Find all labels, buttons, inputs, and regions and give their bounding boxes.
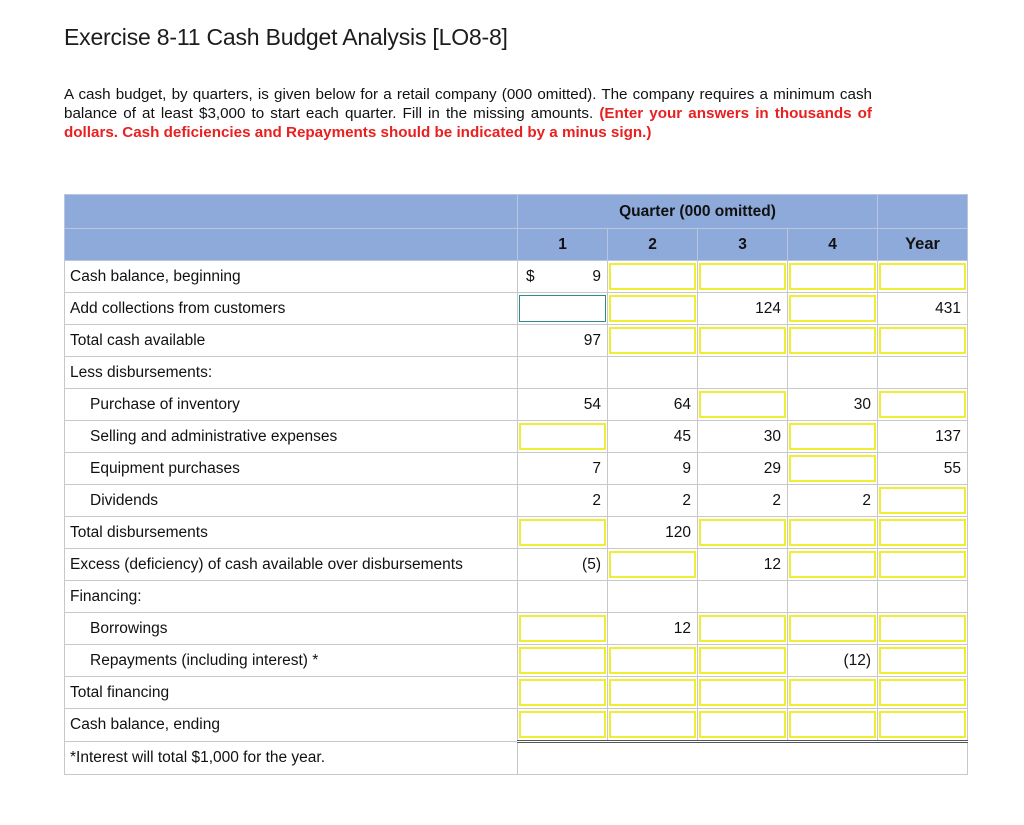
header-blank [65,195,518,229]
table-header-group-row [65,195,968,229]
answer-input-box[interactable] [789,551,876,578]
table-row [65,613,968,645]
value-equipment-purchases-year [878,453,968,485]
cell-content [788,549,877,580]
input-total-financing-year[interactable] [878,677,968,709]
cell-content [878,517,967,548]
answer-input-box[interactable] [609,263,696,290]
cell-content [608,613,697,644]
cell-content [698,261,787,292]
answer-input-box[interactable] [879,647,966,674]
input-equipment-purchases-q4[interactable] [788,453,878,485]
input-cash-balance-ending-q2[interactable] [608,709,698,742]
answer-input-box[interactable] [879,679,966,706]
header-blank-year [878,195,968,229]
answer-input-box[interactable] [789,455,876,482]
answer-input-box[interactable] [879,391,966,418]
cell-content [608,293,697,324]
table-row [65,581,968,613]
answer-input-box[interactable] [789,327,876,354]
answer-input-box[interactable] [879,551,966,578]
cell-content [788,581,877,612]
answer-input-box[interactable] [879,487,966,514]
cell-content [788,389,877,420]
row-label-interest-will-total-1-000-for-the-year: *Interest will total $1,000 for the year. [65,742,518,775]
input-cash-balance-beginning-q2[interactable] [608,261,698,293]
cell-content [608,677,697,708]
row-label-equipment-purchases: Equipment purchases [65,453,518,485]
cell-content [878,709,967,740]
value-less-disbursements-q2 [608,357,698,389]
table-row [65,325,968,357]
cell-content [698,453,787,484]
cell-content [788,293,877,324]
answer-input-box[interactable] [519,647,606,674]
value-less-disbursements-q4 [788,357,878,389]
answer-input-box[interactable] [609,327,696,354]
answer-input-box[interactable] [789,295,876,322]
cell-content [518,389,607,420]
input-total-cash-available-q2[interactable] [608,325,698,357]
input-total-cash-available-q3[interactable] [698,325,788,357]
cell-content [608,517,697,548]
column-header-q2: 2 [608,229,698,261]
answer-input-box[interactable] [789,679,876,706]
cell-content [608,261,697,292]
input-excess-deficiency-of-cash-available-over-q2[interactable] [608,549,698,581]
table-header-row [65,229,968,261]
instructions-note: (Enter your answers in thousands of dollars. Cash deficiencies and Repayments should be indicated by a minus sign.) [64,105,872,141]
input-cash-balance-ending-q4[interactable] [788,709,878,742]
answer-input-box[interactable] [699,647,786,674]
cell-content [518,613,607,644]
cell-content [698,421,787,452]
value-equipment-purchases-q3 [698,453,788,485]
input-total-financing-q1[interactable] [518,677,608,709]
column-header-year: Year [878,229,968,261]
value-dividends-q2 [608,485,698,517]
answer-input-box[interactable] [519,615,606,642]
input-add-collections-from-customers-q2[interactable] [608,293,698,325]
answer-input-box[interactable] [879,711,966,738]
input-repayments-including-interest-year[interactable] [878,645,968,677]
quarter-group-header: Quarter (000 omitted) [518,195,878,229]
input-total-financing-q4[interactable] [788,677,878,709]
value-selling-and-administrative-expenses-q2 [608,421,698,453]
row-label-less-disbursements: Less disbursements: [65,357,518,389]
cell-content [518,325,607,356]
column-header-q4: 4 [788,229,878,261]
answer-input-box[interactable] [699,327,786,354]
table-row [65,453,968,485]
input-dividends-year[interactable] [878,485,968,517]
table-row [65,421,968,453]
cell-value: 2 [682,491,691,509]
answer-input-box[interactable] [519,423,606,450]
cell-content [698,517,787,548]
value-selling-and-administrative-expenses-q3 [698,421,788,453]
cell-content [518,293,607,324]
table-row [65,709,968,742]
cell-value: 97 [583,331,601,349]
cell-content [698,581,787,612]
input-repayments-including-interest-q3[interactable] [698,645,788,677]
answer-input-box[interactable] [699,263,786,290]
cell-value: 29 [763,459,781,477]
cell-value: 30 [763,427,781,445]
row-label-purchase-of-inventory: Purchase of inventory [65,389,518,421]
instructions-paragraph [64,85,872,142]
answer-input-box[interactable] [699,391,786,418]
cell-value: 2 [772,491,781,509]
row-label-cash-balance-ending: Cash balance, ending [65,709,518,742]
cell-value: 54 [583,395,601,413]
cell-content [518,709,607,740]
row-label-repayments-including-interest: Repayments (including interest) * [65,645,518,677]
value-less-disbursements-q3 [698,357,788,389]
cell-content [878,421,967,452]
cell-value: 12 [673,619,691,637]
value-total-disbursements-q2 [608,517,698,549]
cell-content [518,421,607,452]
value-less-disbursements-year [878,357,968,389]
cell-content [518,261,607,292]
input-add-collections-from-customers-q4[interactable] [788,293,878,325]
cell-content [878,261,967,292]
cell-content [698,389,787,420]
cell-value: 9 [592,267,601,285]
cell-value: 431 [935,299,962,317]
cell-content [518,517,607,548]
value-dividends-q1 [518,485,608,517]
cell-content [608,421,697,452]
cell-content [878,613,967,644]
cell-content [608,325,697,356]
value-purchase-of-inventory-q4 [788,389,878,421]
instructions-text: A cash budget, by quarters, is given below for a retail company (000 omitted). The company requires a minimum cash balance of at least $3,000 to start each quarter. Fill in the missing amounts. [64,86,872,122]
cell-content [788,261,877,292]
cell-content [608,389,697,420]
value-equipment-purchases-q2 [608,453,698,485]
cell-content [788,421,877,452]
table-row [65,357,968,389]
cell-value: 45 [673,427,691,445]
cell-value: 12 [763,555,781,573]
value-excess-deficiency-of-cash-available-over-q1 [518,549,608,581]
input-purchase-of-inventory-q3[interactable] [698,389,788,421]
cell-content [788,709,877,740]
value-less-disbursements-q1 [518,357,608,389]
input-cash-balance-beginning-year[interactable] [878,261,968,293]
answer-input-box[interactable] [699,679,786,706]
input-total-financing-q3[interactable] [698,677,788,709]
cell-content [698,485,787,516]
answer-input-box[interactable] [609,295,696,322]
cell-value: 2 [592,491,601,509]
value-financing-q3 [698,581,788,613]
cell-content [698,709,787,740]
answer-input-box[interactable] [879,327,966,354]
cell-value: 64 [673,395,691,413]
cell-content [518,357,607,388]
row-label-total-disbursements: Total disbursements [65,517,518,549]
answer-input-box[interactable] [609,711,696,738]
table-row [65,389,968,421]
cell-content [608,485,697,516]
table-row [65,549,968,581]
cell-content [698,645,787,676]
cell-content [608,645,697,676]
input-cash-balance-beginning-q3[interactable] [698,261,788,293]
cell-content [698,677,787,708]
input-total-disbursements-q3[interactable] [698,517,788,549]
cell-content [878,549,967,580]
value-financing-q2 [608,581,698,613]
answer-input-box[interactable] [879,263,966,290]
cell-content [518,645,607,676]
input-purchase-of-inventory-year[interactable] [878,389,968,421]
row-label-excess-deficiency-of-cash-available-over: Excess (deficiency) of cash available over disbursements [65,549,518,581]
cell-content [788,613,877,644]
cell-content [788,357,877,388]
cell-content [788,485,877,516]
input-total-disbursements-q4[interactable] [788,517,878,549]
cell-content [608,357,697,388]
cell-content [878,485,967,516]
cell-content [788,645,877,676]
value-dividends-q3 [698,485,788,517]
cell-content [698,293,787,324]
table-row [65,742,968,775]
row-label-cash-balance-beginning: Cash balance, beginning [65,261,518,293]
value-financing-year [878,581,968,613]
answer-input-box[interactable] [699,519,786,546]
cell-value: 7 [592,459,601,477]
input-cash-balance-ending-q3[interactable] [698,709,788,742]
cell-content [698,357,787,388]
cell-content [878,325,967,356]
value-financing-q1 [518,581,608,613]
value-add-collections-from-customers-q3 [698,293,788,325]
value-purchase-of-inventory-q1 [518,389,608,421]
table-row [65,517,968,549]
input-excess-deficiency-of-cash-available-over-q4[interactable] [788,549,878,581]
input-total-financing-q2[interactable] [608,677,698,709]
cell-value: 30 [853,395,872,413]
row-label-add-collections-from-customers: Add collections from customers [65,293,518,325]
answer-input-box[interactable] [609,679,696,706]
cell-content [878,453,967,484]
cell-value: (5) [582,555,601,573]
value-purchase-of-inventory-q2 [608,389,698,421]
cell-content [878,293,967,324]
cell-content [698,613,787,644]
row-label-dividends: Dividends [65,485,518,517]
answer-input-box[interactable] [699,711,786,738]
value-repayments-including-interest-q4 [788,645,878,677]
cell-value: (12) [843,651,872,669]
answer-input-box[interactable] [789,263,876,290]
input-excess-deficiency-of-cash-available-over-year[interactable] [878,549,968,581]
input-repayments-including-interest-q2[interactable] [608,645,698,677]
table-row [65,485,968,517]
value-add-collections-from-customers-year [878,293,968,325]
input-repayments-including-interest-q1[interactable] [518,645,608,677]
input-selling-and-administrative-expenses-q4[interactable] [788,421,878,453]
answer-input-box[interactable] [519,519,606,546]
cell-content [698,325,787,356]
cell-content [878,357,967,388]
answer-input-box[interactable] [789,423,876,450]
answer-input-box[interactable] [609,647,696,674]
cell-content [608,453,697,484]
value-cash-balance-beginning-q1 [518,261,608,293]
cell-content [788,453,877,484]
input-borrowings-q1[interactable] [518,613,608,645]
cell-content [518,677,607,708]
answer-input-box[interactable] [519,679,606,706]
input-borrowings-year[interactable] [878,613,968,645]
value-total-cash-available-q1 [518,325,608,357]
row-label-total-cash-available: Total cash available [65,325,518,357]
cell-content [788,677,877,708]
input-borrowings-q3[interactable] [698,613,788,645]
header-blank-label [65,229,518,261]
row-label-total-financing: Total financing [65,677,518,709]
input-total-disbursements-q1[interactable] [518,517,608,549]
cell-value: 137 [935,427,962,445]
cell-content [608,581,697,612]
row-label-selling-and-administrative-expenses: Selling and administrative expenses [65,421,518,453]
cell-content [518,581,607,612]
footnote-blank [518,742,968,775]
answer-input-box[interactable] [879,519,966,546]
cell-value: 120 [665,523,691,541]
cell-content [518,549,607,580]
row-label-borrowings: Borrowings [65,613,518,645]
cell-value: 9 [682,459,691,477]
input-selling-and-administrative-expenses-q1[interactable] [518,421,608,453]
input-add-collections-from-customers-q1[interactable] [518,293,608,325]
table-row [65,645,968,677]
input-cash-balance-ending-year[interactable] [878,709,968,742]
cell-value: 55 [943,459,962,477]
dollar-sign: $ [526,267,535,285]
cell-value: 2 [862,491,872,509]
cell-content [878,677,967,708]
cell-content [878,645,967,676]
value-dividends-q4 [788,485,878,517]
cell-content [878,389,967,420]
answer-input-box[interactable] [789,615,876,642]
input-borrowings-q4[interactable] [788,613,878,645]
answer-input-box[interactable] [519,711,606,738]
input-cash-balance-ending-q1[interactable] [518,709,608,742]
value-excess-deficiency-of-cash-available-over-q3 [698,549,788,581]
table-row [65,261,968,293]
answer-input-box[interactable] [699,615,786,642]
column-header-q1: 1 [518,229,608,261]
value-financing-q4 [788,581,878,613]
answer-input-box[interactable] [519,295,606,322]
value-borrowings-q2 [608,613,698,645]
cell-content [518,485,607,516]
input-total-cash-available-q4[interactable] [788,325,878,357]
cell-value: 124 [755,299,781,317]
answer-input-box[interactable] [879,615,966,642]
answer-input-box[interactable] [789,711,876,738]
value-equipment-purchases-q1 [518,453,608,485]
cell-content [608,549,697,580]
table-row [65,293,968,325]
exercise-title: Exercise 8-11 Cash Budget Analysis [LO8-8] [64,24,508,50]
input-total-disbursements-year[interactable] [878,517,968,549]
cell-content [788,517,877,548]
cell-content [788,325,877,356]
cell-content [518,453,607,484]
input-total-cash-available-year[interactable] [878,325,968,357]
answer-input-box[interactable] [609,551,696,578]
cell-content [878,581,967,612]
row-label-financing: Financing: [65,581,518,613]
table-row [65,677,968,709]
cell-content [608,709,697,740]
input-cash-balance-beginning-q4[interactable] [788,261,878,293]
answer-input-box[interactable] [789,519,876,546]
cell-content [698,549,787,580]
cash-budget-table [64,194,968,775]
value-selling-and-administrative-expenses-year [878,421,968,453]
column-header-q3: 3 [698,229,788,261]
